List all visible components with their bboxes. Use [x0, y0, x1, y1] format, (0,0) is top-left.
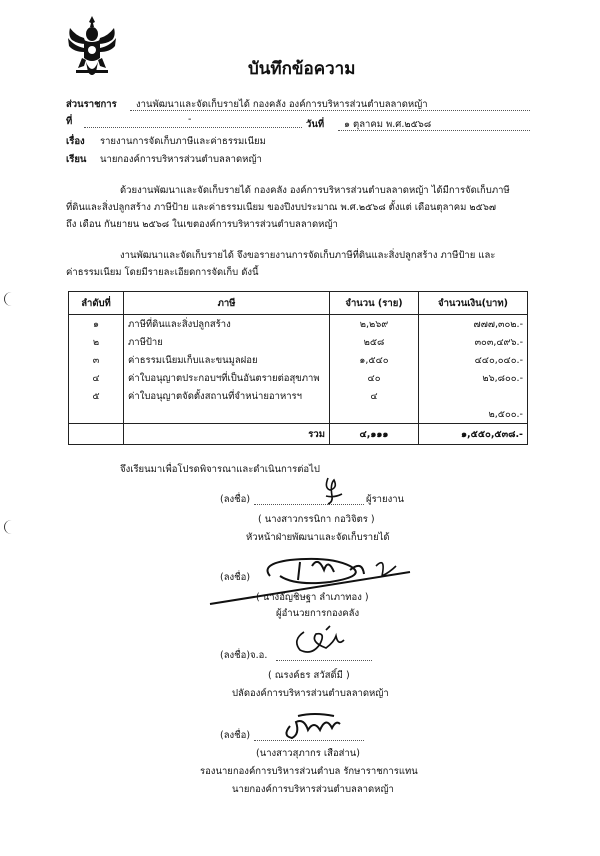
date-value: ๑ ตุลาคม พ.ศ.๒๕๖๘ [344, 119, 432, 130]
table-row [69, 351, 528, 369]
hole-punch-mark-top [4, 292, 19, 306]
signature-1-prefix: (ลงชื่อ) [220, 494, 251, 505]
row-count: ๔๐ [330, 369, 419, 387]
table-row [69, 369, 528, 387]
row-count [330, 405, 419, 424]
closing-text: จึงเรียนมาเพื่อโปรดพิจารณาและดำเนินการต่อไป [120, 464, 320, 475]
row-count: ๒,๒๖๙ [330, 315, 419, 334]
signature-1-name: ( นางสาวกรรนิกา กอวิจิตร ) [258, 514, 375, 525]
to-value: นายกองค์การบริหารส่วนตำบลลาดหญ้า [100, 154, 262, 165]
paragraph-1-line-2: ที่ดินและสิ่งปลูกสร้าง ภาษีป้าย และค่าธรรมเนียม ของปีงบประมาณ พ.ศ.๒๕๖๘ ตั้งแต่ เดือนตุลาคม ๒๕๖๗ [66, 202, 497, 213]
date-dotted-line [338, 130, 530, 131]
signature-3-prefix: (ลงชื่อ)จ.อ. [220, 650, 268, 661]
column-header-item: ภาษี [124, 292, 330, 315]
total-amount: ๑,๕๕๐,๕๓๘.- [419, 424, 528, 445]
table-row [69, 405, 528, 424]
total-label: รวม [124, 424, 330, 445]
total-count: ๔,๑๑๑ [330, 424, 419, 445]
to-label: เรียน [66, 154, 87, 165]
row-count: ๑,๕๔๐ [330, 351, 419, 369]
signature-4-prefix: (ลงชื่อ) [220, 730, 251, 741]
signature-4-name: (นางสาวสุภากร เสือส่าน) [256, 748, 360, 759]
garuda-emblem-icon [66, 14, 118, 80]
row-amount: ๗๗๗,๓๐๒.- [419, 315, 528, 334]
table-row [69, 315, 528, 334]
row-item: ค่าธรรมเนียมเก็บและขนมูลฝอย [124, 351, 330, 369]
row-amount: ๒๖,๘๐๐.- [419, 369, 528, 387]
row-item: ค่าใบอนุญาตจัดตั้งสถานที่จำหน่ายอาหารฯ [124, 387, 330, 405]
subject-label: เรื่อง [66, 136, 85, 147]
paragraph-1-line-3: ถึง เดือน กันยายน ๒๕๖๘ ในเขตองค์การบริหารส่วนตำบลลาดหญ้า [66, 219, 338, 230]
agency-value: งานพัฒนาและจัดเก็บรายได้ กองคลัง องค์การบริหารส่วนตำบลลาดหญ้า [136, 99, 428, 110]
ref-value: - [188, 114, 192, 125]
ref-dotted-line [84, 127, 302, 128]
revenue-table [68, 291, 528, 445]
signature-3-name: ( ณรงค์ธร สวัสดิ์มี ) [268, 670, 350, 681]
signature-2-name: ( นางอัญชิษฐา ลำเภาทอง ) [256, 592, 369, 603]
table-header-row [69, 292, 528, 315]
paragraph-2-line-1: งานพัฒนาและจัดเก็บรายได้ จึงขอรายงานการจัดเก็บภาษีที่ดินและสิ่งปลูกสร้าง ภาษีป้าย และ [120, 250, 496, 261]
signature-4-position-2: นายกองค์การบริหารส่วนตำบลลาดหญ้า [232, 784, 394, 795]
column-header-amount: จำนวนเงิน(บาท) [419, 292, 528, 315]
paragraph-1-line-1: ด้วยงานพัฒนาและจัดเก็บรายได้ กองคลัง องค์การบริหารส่วนตำบลลาดหญ้า ได้มีการจัดเก็บภาษี [120, 185, 510, 196]
subject-value: รายงานการจัดเก็บภาษีและค่าธรรมเนียม [100, 136, 266, 147]
table-row [69, 333, 528, 351]
ref-label: ที่ [66, 116, 73, 127]
row-count: ๒๕๘ [330, 333, 419, 351]
row-no: ๓ [69, 351, 124, 369]
row-item [124, 405, 330, 424]
signature-4-dotted-line [254, 740, 364, 741]
paragraph-2-line-2: ค่าธรรมเนียม โดยมีรายละเอียดการจัดเก็บ ดังนี้ [66, 267, 259, 278]
date-label: วันที่ [306, 119, 325, 130]
signature-1-suffix: ผู้รายงาน [366, 494, 405, 505]
row-amount: ๔๔๐,๐๔๐.- [419, 351, 528, 369]
row-amount: ๒,๕๐๐.- [419, 405, 528, 424]
total-blank-cell [69, 424, 124, 445]
row-no: ๔ [69, 369, 124, 387]
agency-dotted-line [130, 110, 530, 111]
column-header-count: จำนวน (ราย) [330, 292, 419, 315]
row-amount: ๓๐๓,๔๙๖.- [419, 333, 528, 351]
row-amount [419, 387, 528, 405]
table-total-row [69, 424, 528, 445]
row-item: ค่าใบอนุญาตประกอบฯที่เป็นอันตรายต่อสุขภาพ [124, 369, 330, 387]
row-count: ๔ [330, 387, 419, 405]
signature-2-prefix: (ลงชื่อ) [220, 572, 251, 583]
row-item: ภาษีป้าย [124, 333, 330, 351]
agency-label: ส่วนราชการ [66, 99, 117, 110]
page-title: บันทึกข้อความ [248, 59, 356, 79]
table-row [69, 387, 528, 405]
signature-1-position: หัวหน้าฝ่ายพัฒนาและจัดเก็บรายได้ [246, 532, 390, 543]
row-no: ๒ [69, 333, 124, 351]
hole-punch-mark-bottom [4, 520, 19, 534]
signature-3-handwritten [286, 622, 356, 664]
row-item: ภาษีที่ดินและสิ่งปลูกสร้าง [124, 315, 330, 334]
signature-2-position: ผู้อำนวยการกองคลัง [276, 608, 360, 619]
row-no: ๕ [69, 387, 124, 405]
signature-1-handwritten [318, 474, 348, 508]
column-header-no: ลำดับที่ [69, 292, 124, 315]
row-no: ๑ [69, 315, 124, 334]
signature-3-position: ปลัดองค์การบริหารส่วนตำบลลาดหญ้า [232, 688, 389, 699]
row-no [69, 405, 124, 424]
signature-4-position-1: รองนายกองค์การบริหารส่วนตำบล รักษาราชการแทน [200, 766, 418, 777]
signature-3-dotted-line [276, 660, 372, 661]
